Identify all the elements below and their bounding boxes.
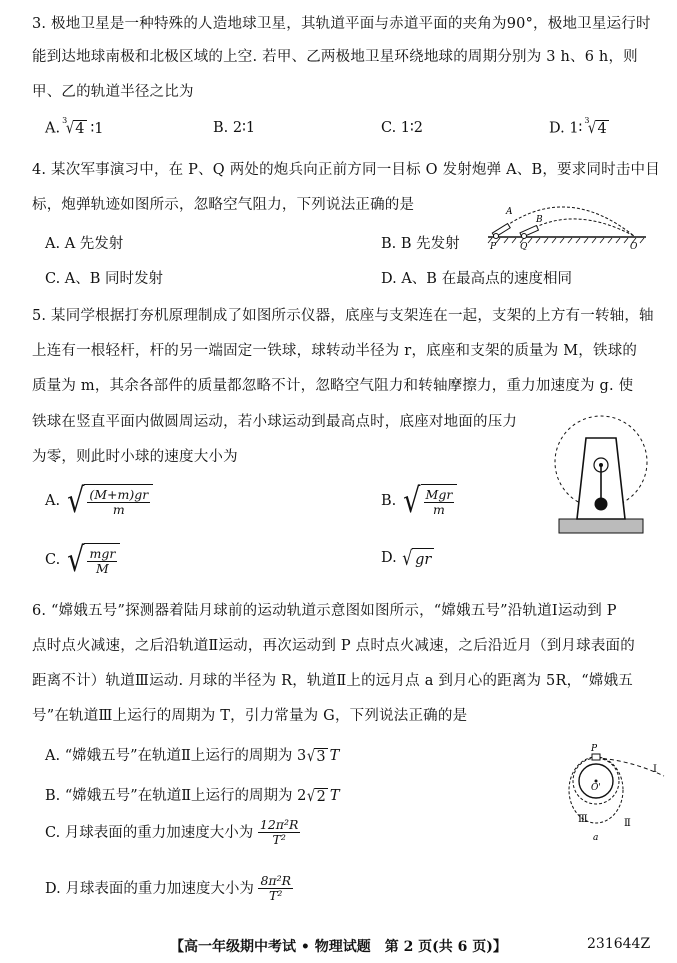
q3-d-root-index: 3 [584, 116, 590, 125]
q5-tamper-device-figure [545, 400, 657, 540]
q5-option-b[interactable]: B. √ $\frac{\text{Mgr}}{m}$ [381, 484, 457, 518]
q6-stem-line1: 6. “嫦娥五号”探测器着陆月球前的运动轨道示意图如图所示，“嫦娥五号”沿轨道Ⅰ运动到 P [32, 603, 617, 619]
q6-orbit-figure [560, 738, 670, 846]
q3-option-c[interactable]: C. 1∶2 [381, 120, 424, 136]
q6-option-d[interactable]: D. 月球表面的重力加速度大小为 $\frac{\text{8π²R}}{\text{T²}}$ [45, 873, 292, 904]
q5-stem-line4: 铁球在竖直平面内做圆周运动，若小球运动到最高点时，底座对地面的压力 [32, 414, 518, 430]
q6-fig-label-a: a [593, 833, 599, 843]
q4-fig-label-b: B [536, 215, 543, 225]
q3-option-d[interactable]: D. 1∶ 3 √ 4 [549, 116, 607, 137]
q4-fig-label-a: A [506, 207, 513, 217]
q4-stem-line2: 标，炮弹轨迹如图所示，忽略空气阻力，下列说法正确的是 [32, 197, 415, 213]
q6-stem-line4: 号”在轨道Ⅲ上运行的周期为 T，引力常量为 G，下列说法正确的是 [32, 708, 468, 724]
q4-option-a[interactable]: A. A 先发射 [45, 236, 124, 252]
q4-option-d[interactable]: D. A、B 在最高点的速度相同 [381, 271, 573, 287]
q4-fig-label-q: Q [520, 242, 528, 250]
q3-option-b[interactable]: B. 2∶1 [213, 120, 256, 136]
page-footer: 【高一年级期中考试 • 物理试题 第 2 页(共 6 页)】 [170, 939, 507, 955]
q4-trajectory-figure [484, 194, 650, 250]
q5-stem-line5: 为零，则此时小球的速度大小为 [32, 449, 238, 465]
q6-option-a[interactable]: A. “嫦娥五号”在轨道Ⅱ上运行的周期为 3 √ 3 T [45, 745, 340, 765]
q3-option-a[interactable]: A. 3 √ 4 ∶1 [45, 116, 104, 137]
q6-fig-label-orbit-1: Ⅰ [653, 764, 657, 775]
q3-a-root-index: 3 [62, 116, 68, 125]
q5-stem-line3: 质量为 m，其余各部件的质量都忽略不计，忽略空气阻力和转轴摩擦力，重力加速度为 g. 使 [32, 378, 634, 394]
q6-option-c[interactable]: C. 月球表面的重力加速度大小为 $\frac{\text{12π²R}}{\text{T²}}$ [45, 817, 299, 848]
q6-fig-label-o: O' [591, 783, 601, 793]
q5-option-a[interactable]: A. √ $\frac{(M+m)gr}{m}$ [45, 484, 153, 518]
q6-fig-label-p: P [591, 744, 598, 754]
q6-stem-line3: 距离不计）轨道Ⅲ运动. 月球的半径为 R，轨道Ⅱ上的远月点 a 到月心的距离为 5R，“嫦娥五 [32, 673, 634, 689]
q6-fig-label-orbit-3: Ⅲ [578, 814, 588, 825]
q4-fig-label-p: P [490, 242, 497, 250]
q3-stem-line3: 甲、乙的轨道半径之比为 [32, 84, 194, 100]
q4-option-c[interactable]: C. A、B 同时发射 [45, 271, 164, 287]
q4-stem-line1: 4. 某次军事演习中，在 P、Q 两处的炮兵向正前方同一目标 O 发射炮弹 A、B，要求同时击中目 [32, 162, 660, 178]
q5-option-d[interactable]: D. √ gr [381, 548, 434, 568]
q5-stem-line2: 上连有一根轻杆，杆的另一端固定一铁球，球转动半径为 r，底座和支架的质量为 M，铁球的 [32, 343, 638, 359]
q5-stem-line1: 5. 某同学根据打夯机原理制成了如图所示仪器，底座与支架连在一起，支架的上方有一转轴，轴 [32, 308, 654, 324]
q3-stem-line2: 能到达地球南极和北极区域的上空. 若甲、乙两极地卫星环绕地球的周期分别为 3 h、6 h，则 [32, 49, 638, 65]
q4-option-b[interactable]: B. B 先发射 [381, 236, 460, 252]
q5-option-c[interactable]: C. √ $\frac{\text{mgr}}{M}$ [45, 543, 120, 577]
q6-option-b[interactable]: B. “嫦娥五号”在轨道Ⅱ上运行的周期为 2 √ 2 T [45, 785, 340, 805]
q6-stem-line2: 点时点火减速，之后沿轨道Ⅱ运动，再次运动到 P 点时点火减速，之后沿近月（到月球表面的 [32, 638, 635, 654]
q6-fig-label-orbit-2: Ⅱ [624, 818, 631, 829]
q3-stem-line1: 3. 极地卫星是一种特殊的人造地球卫星，其轨道平面与赤道平面的夹角为90°，极地卫星运行时 [32, 16, 651, 32]
paper-code: 231644Z [587, 936, 651, 952]
q4-fig-label-o: O [630, 242, 638, 250]
